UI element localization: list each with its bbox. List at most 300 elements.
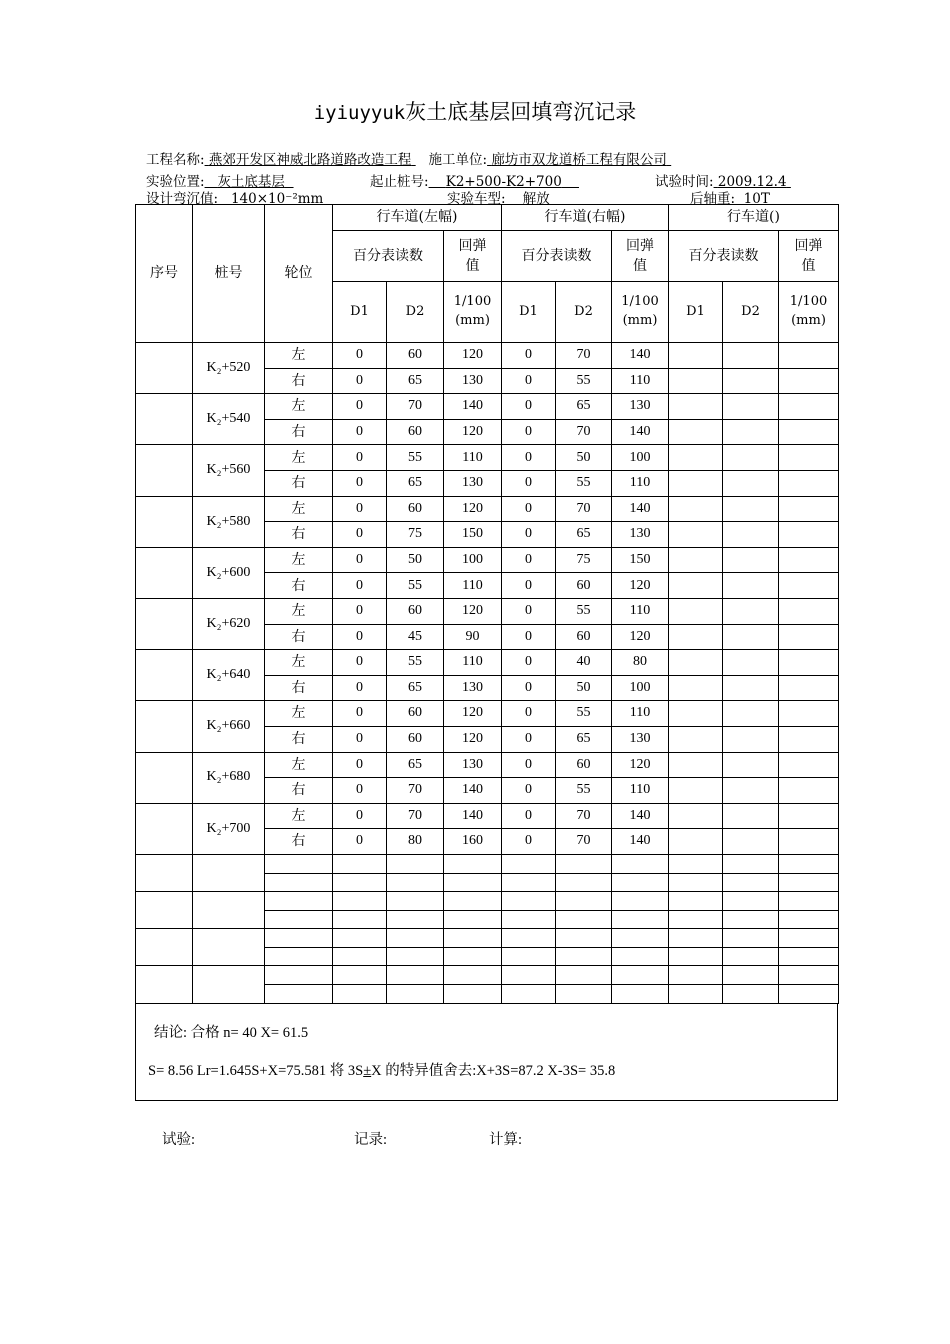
empty-cell [723,701,779,727]
rebound-cell: 140 [612,343,669,369]
empty-cell [723,726,779,752]
col-pile-header: 桩号 [193,205,265,343]
seq-cell [136,701,193,752]
rebound-cell: 140 [612,496,669,522]
rebound-cell: 100 [612,445,669,471]
empty-cell [779,573,839,599]
empty-cell [265,947,333,966]
empty-cell [333,910,387,929]
d1-cell: 0 [333,394,387,420]
dial-reading-header: 百分表读数 [502,231,612,282]
empty-cell [387,947,444,966]
project-label: 工程名称: [146,152,205,168]
conclusion-box [135,1004,838,1101]
empty-cell [612,947,669,966]
rebound-cell: 120 [612,573,669,599]
empty-cell [669,892,723,911]
empty-cell [779,650,839,676]
d2-cell: 65 [387,752,444,778]
rebound-cell: 80 [612,650,669,676]
d2-header: D2 [723,282,779,343]
empty-cell [502,910,556,929]
empty-cell [723,445,779,471]
empty-cell [444,873,502,892]
station-label: 起止桩号: [370,174,429,190]
rebound-cell: 150 [612,547,669,573]
rebound-cell: 110 [612,471,669,497]
deflection-table [135,204,839,1004]
empty-cell [669,445,723,471]
wheel-cell: 左 [265,650,333,676]
empty-cell [444,985,502,1004]
empty-cell [723,419,779,445]
empty-cell [612,966,669,985]
d1-cell: 0 [502,496,556,522]
d2-cell: 50 [556,675,612,701]
seq-cell [136,966,193,1004]
vehicle-value: 解放 [522,191,550,207]
project-value: 燕郊开发区神威北路道路改造工程 [208,152,412,168]
design-value: 140×10⁻²mm [230,191,324,207]
empty-cell [265,873,333,892]
empty-cell [723,522,779,548]
empty-cell [669,471,723,497]
pile-cell: K₂+560 [193,445,265,496]
d2-cell: 40 [556,650,612,676]
empty-cell [723,343,779,369]
wheel-cell: 左 [265,701,333,727]
d2-cell: 70 [556,829,612,855]
empty-cell [779,947,839,966]
seq-cell [136,752,193,803]
unit-header: 1/100 (mm) [612,282,669,343]
wheel-cell: 右 [265,573,333,599]
d2-cell: 45 [387,624,444,650]
rebound-cell: 100 [444,547,502,573]
empty-cell [669,701,723,727]
empty-cell [502,966,556,985]
d1-cell: 0 [333,701,387,727]
lane-left-header: 行车道(左幅) [333,205,502,231]
empty-cell [265,929,333,948]
empty-cell [612,929,669,948]
rebound-cell: 140 [612,419,669,445]
signature-record: 记录: [354,1132,388,1148]
table-row [136,598,839,624]
d1-cell: 0 [333,547,387,573]
d2-cell: 60 [387,343,444,369]
empty-cell [333,854,387,873]
d1-cell: 0 [333,419,387,445]
rebound-cell: 120 [444,598,502,624]
empty-cell [669,675,723,701]
empty-cell [779,854,839,873]
table-row [136,547,839,573]
d1-cell: 0 [502,471,556,497]
rebound-cell: 130 [444,368,502,394]
date-value: 2009.12.4 [717,174,787,190]
rebound-cell: 110 [444,650,502,676]
d1-cell: 0 [502,829,556,855]
empty-cell [387,873,444,892]
wheel-cell: 左 [265,445,333,471]
empty-cell [444,910,502,929]
seq-cell [136,650,193,701]
dial-reading-header: 百分表读数 [669,231,779,282]
table-row [136,803,839,829]
empty-cell [444,947,502,966]
rebound-cell: 120 [444,496,502,522]
col-seq-header: 序号 [136,205,193,343]
table-row [136,394,839,420]
empty-cell [779,496,839,522]
empty-cell [723,624,779,650]
empty-cell [723,803,779,829]
blank-table-row [136,854,839,873]
rebound-header: 回弹 值 [444,231,502,282]
seq-cell [136,445,193,496]
empty-cell [779,522,839,548]
empty-cell [723,985,779,1004]
d2-cell: 75 [387,522,444,548]
empty-cell [265,985,333,1004]
wheel-cell: 右 [265,624,333,650]
signature-test: 试验: [162,1132,196,1148]
d1-cell: 0 [333,573,387,599]
d2-cell: 55 [556,368,612,394]
empty-cell [723,910,779,929]
table-header-row [136,205,839,231]
rebound-cell: 120 [444,701,502,727]
d1-cell: 0 [333,803,387,829]
wheel-cell: 右 [265,829,333,855]
empty-cell [669,752,723,778]
d1-cell: 0 [502,650,556,676]
dial-reading-header: 百分表读数 [333,231,444,282]
table-row [136,445,839,471]
empty-cell [723,368,779,394]
rebound-cell: 120 [444,343,502,369]
empty-cell [444,892,502,911]
empty-cell [723,496,779,522]
d2-cell: 55 [387,445,444,471]
d1-cell: 0 [333,829,387,855]
d1-cell: 0 [502,778,556,804]
d1-cell: 0 [502,343,556,369]
pile-cell [193,854,265,891]
design-label: 设计弯沉值: [146,191,219,207]
empty-cell [779,471,839,497]
d1-cell: 0 [333,778,387,804]
wheel-cell: 左 [265,752,333,778]
d2-cell: 60 [387,726,444,752]
rebound-cell: 130 [612,522,669,548]
table-row [136,496,839,522]
empty-cell [669,368,723,394]
wheel-cell: 右 [265,726,333,752]
seq-cell [136,598,193,649]
table-row [136,752,839,778]
pile-cell: K₂+600 [193,547,265,598]
pile-cell: K₂+700 [193,803,265,854]
wheel-cell: 右 [265,778,333,804]
axle-value: 10T [743,191,770,207]
d2-cell: 65 [556,726,612,752]
empty-cell [723,778,779,804]
col-wheel-header: 轮位 [265,205,333,343]
empty-cell [669,496,723,522]
seq-cell [136,892,193,929]
empty-cell [333,892,387,911]
empty-cell [723,394,779,420]
blank-table-row [136,966,839,985]
empty-cell [502,892,556,911]
d1-cell: 0 [333,675,387,701]
empty-cell [387,985,444,1004]
d2-cell: 50 [556,445,612,471]
empty-cell [723,471,779,497]
contractor-label: 施工单位: [428,152,488,168]
d2-cell: 60 [556,752,612,778]
empty-cell [669,803,723,829]
d2-cell: 70 [387,803,444,829]
wheel-cell: 右 [265,675,333,701]
d1-header: D1 [502,282,556,343]
d2-cell: 65 [387,675,444,701]
d2-cell: 60 [556,624,612,650]
location-value: 灰土底基层 [217,174,285,190]
empty-cell [387,892,444,911]
empty-cell [333,985,387,1004]
d1-cell: 0 [333,752,387,778]
d2-cell: 55 [556,471,612,497]
rebound-cell: 120 [612,752,669,778]
d2-cell: 70 [556,496,612,522]
d1-cell: 0 [502,547,556,573]
rebound-cell: 110 [444,445,502,471]
d1-cell: 0 [502,522,556,548]
empty-cell [779,892,839,911]
d1-cell: 0 [502,394,556,420]
rebound-cell: 110 [612,368,669,394]
empty-cell [723,892,779,911]
rebound-cell: 120 [444,726,502,752]
rebound-cell: 120 [444,419,502,445]
d2-cell: 55 [387,650,444,676]
empty-cell [779,726,839,752]
empty-cell [387,929,444,948]
empty-cell [723,929,779,948]
rebound-cell: 140 [612,803,669,829]
d1-cell: 0 [333,343,387,369]
rebound-cell: 130 [612,726,669,752]
blank-table-row [136,929,839,948]
seq-cell [136,929,193,966]
wheel-cell: 右 [265,368,333,394]
empty-cell [502,929,556,948]
d1-header: D1 [333,282,387,343]
empty-cell [669,829,723,855]
seq-cell [136,854,193,891]
rebound-cell: 130 [444,752,502,778]
empty-cell [502,873,556,892]
empty-cell [669,966,723,985]
rebound-cell: 90 [444,624,502,650]
d1-cell: 0 [502,752,556,778]
conclusion-line-2: S= 8.56 Lr=1.645S+X=75.581 将 3S±X 的特异值舍去:X+3S=87.2 X-3S= 35.8 [148,1063,616,1079]
pile-cell: K₂+680 [193,752,265,803]
wheel-cell: 右 [265,522,333,548]
empty-cell [669,419,723,445]
seq-cell [136,547,193,598]
d1-cell: 0 [502,726,556,752]
d1-cell: 0 [333,445,387,471]
empty-cell [265,892,333,911]
rebound-cell: 130 [444,471,502,497]
wheel-cell: 左 [265,343,333,369]
rebound-cell: 150 [444,522,502,548]
d2-cell: 55 [387,573,444,599]
empty-cell [779,701,839,727]
signature-calc: 计算: [489,1132,523,1148]
d1-cell: 0 [333,496,387,522]
empty-cell [333,873,387,892]
empty-cell [612,985,669,1004]
d1-cell: 0 [333,471,387,497]
empty-cell [779,929,839,948]
lane-right-header: 行车道(右幅) [502,205,669,231]
contractor-value: 廊坊市双龙道桥工程有限公司 [491,152,667,168]
blank-table-row [136,892,839,911]
wheel-cell: 左 [265,394,333,420]
empty-cell [779,829,839,855]
empty-cell [502,985,556,1004]
empty-cell [444,966,502,985]
empty-cell [556,892,612,911]
rebound-cell: 120 [612,624,669,650]
rebound-cell: 160 [444,829,502,855]
empty-cell [556,966,612,985]
date-label: 试验时间: [655,174,714,190]
pile-cell: K₂+640 [193,650,265,701]
d2-cell: 60 [387,496,444,522]
rebound-cell: 110 [444,573,502,599]
empty-cell [669,854,723,873]
empty-cell [556,985,612,1004]
table-row [136,650,839,676]
table-row [136,343,839,369]
axle-label: 后轴重: [690,191,736,207]
unit-header: 1/100 (mm) [779,282,839,343]
empty-cell [387,854,444,873]
empty-cell [669,547,723,573]
empty-cell [779,910,839,929]
empty-cell [612,854,669,873]
station-value: K2+500-K2+700 [445,174,562,190]
rebound-cell: 140 [612,829,669,855]
wheel-cell: 左 [265,547,333,573]
d2-cell: 55 [556,701,612,727]
empty-cell [779,752,839,778]
empty-cell [669,985,723,1004]
empty-cell [669,929,723,948]
empty-cell [444,854,502,873]
rebound-cell: 100 [612,675,669,701]
d2-cell: 60 [387,598,444,624]
unit-header: 1/100 (mm) [444,282,502,343]
d1-cell: 0 [502,675,556,701]
d1-cell: 0 [502,624,556,650]
wheel-cell: 右 [265,471,333,497]
d1-cell: 0 [333,726,387,752]
d2-cell: 70 [556,419,612,445]
d2-cell: 60 [387,701,444,727]
pile-cell: K₂+620 [193,598,265,649]
d1-header: D1 [669,282,723,343]
d2-cell: 65 [556,522,612,548]
d1-cell: 0 [502,445,556,471]
pile-cell [193,929,265,966]
empty-cell [669,910,723,929]
empty-cell [669,598,723,624]
d1-cell: 0 [333,650,387,676]
empty-cell [779,394,839,420]
empty-cell [444,929,502,948]
seq-cell [136,803,193,854]
d2-cell: 70 [387,778,444,804]
rebound-cell: 140 [444,803,502,829]
empty-cell [556,929,612,948]
empty-cell [669,873,723,892]
empty-cell [556,910,612,929]
empty-cell [556,873,612,892]
empty-cell [265,966,333,985]
d2-cell: 70 [556,803,612,829]
empty-cell [779,547,839,573]
empty-cell [387,966,444,985]
empty-cell [779,368,839,394]
empty-cell [723,873,779,892]
pile-cell: K₂+660 [193,701,265,752]
empty-cell [723,598,779,624]
d2-cell: 70 [556,343,612,369]
rebound-cell: 130 [444,675,502,701]
empty-cell [723,752,779,778]
empty-cell [779,419,839,445]
wheel-cell: 左 [265,803,333,829]
empty-cell [387,910,444,929]
seq-cell [136,394,193,445]
d2-cell: 80 [387,829,444,855]
conclusion-line-1: 结论: 合格 n= 40 X= 61.5 [154,1025,309,1041]
d2-cell: 60 [387,419,444,445]
pile-cell [193,892,265,929]
rebound-cell: 130 [612,394,669,420]
rebound-cell: 140 [444,778,502,804]
d1-cell: 0 [502,803,556,829]
d2-cell: 75 [556,547,612,573]
empty-cell [669,522,723,548]
empty-cell [779,624,839,650]
d1-cell: 0 [333,624,387,650]
d1-cell: 0 [502,419,556,445]
empty-cell [669,343,723,369]
d1-cell: 0 [333,598,387,624]
empty-cell [779,985,839,1004]
empty-cell [265,910,333,929]
empty-cell [779,598,839,624]
d2-header: D2 [387,282,444,343]
